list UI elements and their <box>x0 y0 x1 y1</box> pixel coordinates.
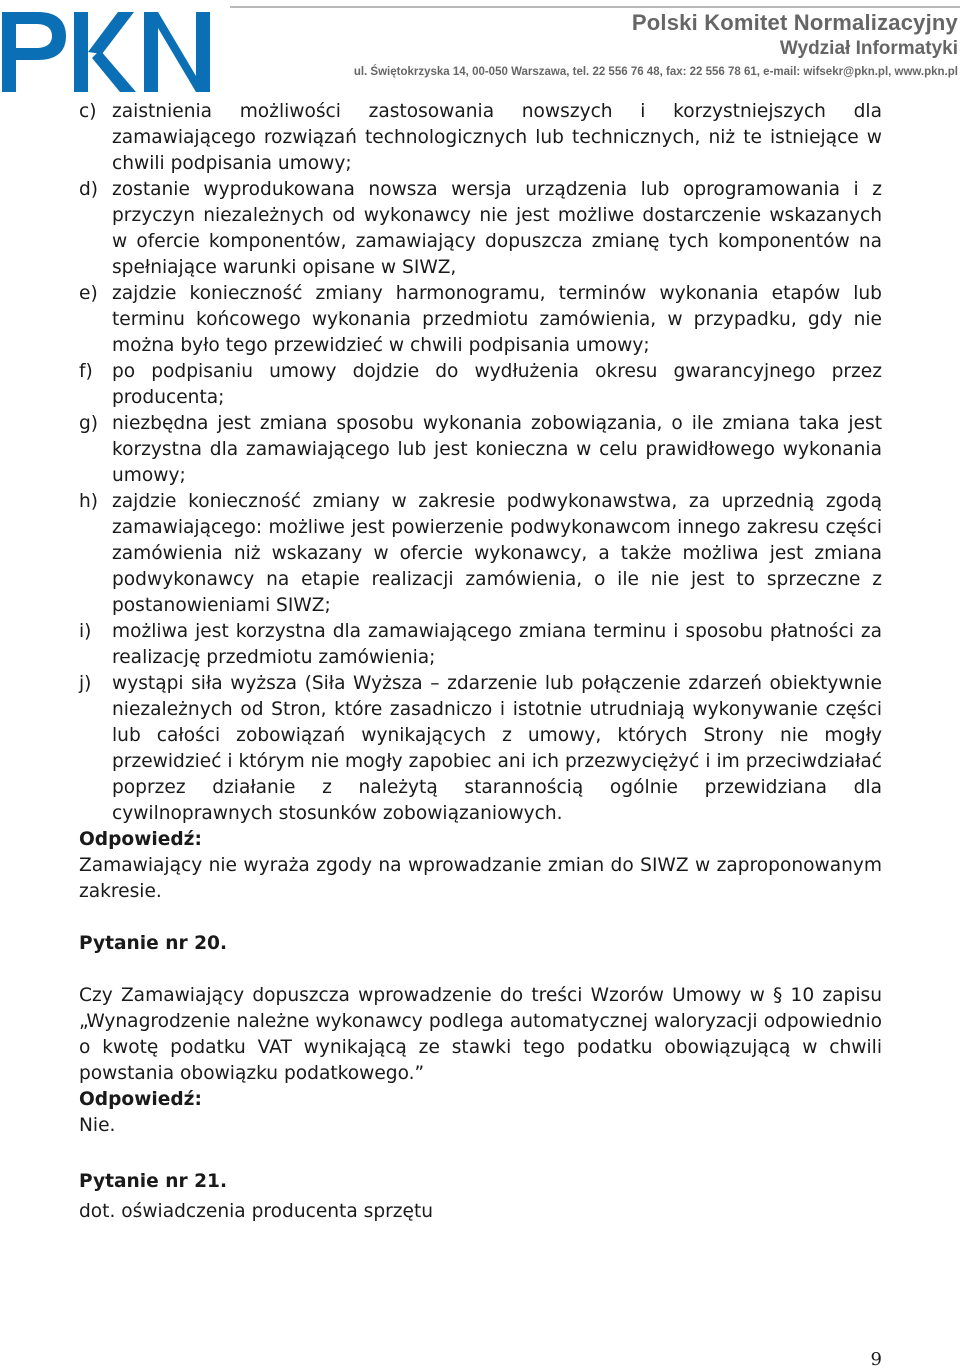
list-item <box>79 281 882 359</box>
question-heading: Pytanie nr 21. <box>79 1171 228 1192</box>
list-item <box>79 619 882 671</box>
list-item-text: możliwa jest korzystna dla zamawiającego zmiana terminu i sposobu płatności za realizację przedmiotu zamówienia; <box>112 621 882 668</box>
list-item-label: i) <box>79 621 92 642</box>
list-item-label: e) <box>79 283 98 304</box>
list-item-text: zajdzie konieczność zmiany w zakresie podwykonawstwa, za uprzednią zgodą zamawiającego: możliwe jest powierzenie podwykonawcom innego zakresu części zamówienia niż wskazany w ofercie wykonawcy, a także możliwa jest zmiana podwykonawcy na etapie realizacji zamówienia, o ile nie jest to sprzeczne z postanowieniami SIWZ; <box>112 491 882 616</box>
list-item-label: d) <box>79 179 99 200</box>
list-item-text: wystąpi siła wyższa (Siła Wyższa – zdarzenie lub połączenie zdarzeń obiektywnie niezależnych od Stron, które zasadniczo i istotnie utrudniają wykonywanie części lub całości zobowiązań wynikających z umowy, których Strony nie mogły przewidzieć i którym nie mogły zapobiec ani ich przezwyciężyć i im przeciwdziałać poprzez działanie z należytą starannością ogólnie przewidziana dla cywilnoprawnych stosunków zobowiązaniowych. <box>112 673 882 824</box>
list-item-text: zajdzie konieczność zmiany harmonogramu, terminów wykonania etapów lub terminu końcowego wykonania przedmiotu zamówienia, w przypadku, gdy nie można było tego przewidzieć w chwili podpisania umowy; <box>112 283 882 356</box>
question-text: dot. oświadczenia producenta sprzętu <box>79 1201 434 1222</box>
svg-text:PKN: PKN <box>0 0 3 1</box>
list-item-text: niezbędna jest zmiana sposobu wykonania zobowiązania, o ile zmiana taka jest korzystna dla zamawiającego lub jest konieczna w celu prawidłowego wykonania umowy; <box>112 413 882 486</box>
answer-heading: Odpowiedź: <box>79 829 202 850</box>
page-header <box>0 0 960 92</box>
list-item-label: h) <box>79 491 99 512</box>
organization-name: Polski Komitet Normalizacyjny <box>631 10 958 35</box>
list-item <box>79 99 882 177</box>
list-item-label: g) <box>79 413 99 434</box>
department-name: Wydział Informatyki <box>779 38 958 59</box>
contact-address: ul. Świętokrzyska 14, 00-050 Warszawa, tel. 22 556 76 48, fax: 22 556 78 61, e-mail: wifsekr@pkn.pl, www.pkn.pl <box>353 66 958 78</box>
header-divider <box>230 6 960 8</box>
list-item <box>79 177 882 281</box>
answer-text: Nie. <box>79 1115 116 1136</box>
question-text: Czy Zamawiający dopuszcza wprowadzenie do treści Wzorów Umowy w § 10 zapisu „Wynagrodzenie należne wykonawcy podlega automatycznej waloryzacji odpowiednio o kwotę podatku VAT wynikającą ze stawki tego podatku obowiązującą w chwili powstania obowiązku podatkowego.” <box>79 985 882 1084</box>
list-item-text: po podpisaniu umowy dojdzie do wydłużenia okresu gwarancyjnego przez producenta; <box>112 361 882 408</box>
answer-heading: Odpowiedź: <box>79 1089 202 1110</box>
question-heading: Pytanie nr 20. <box>79 933 228 954</box>
list-item-label: f) <box>79 361 93 382</box>
list-item <box>79 489 882 619</box>
list-item <box>79 359 882 411</box>
page-number: 9 <box>870 1349 882 1370</box>
answer-text: Zamawiający nie wyraża zgody na wprowadzanie zmian do SIWZ w zaproponowanym zakresie. <box>79 855 882 902</box>
list-item-text: zostanie wyprodukowana nowsza wersja urządzenia lub oprogramowania i z przyczyn niezależnych od wykonawcy nie jest możliwe dostarczenie wskazanych w ofercie komponentów, zamawiający dopuszcza zmianę tych komponentów na spełniające warunki opisane w SIWZ, <box>112 179 882 278</box>
list-item-text: zaistnienia możliwości zastosowania nowszych i korzystniejszych dla zamawiającego rozwiązań technologicznych lub technicznych, niż te istniejące w chwili podpisania umowy; <box>112 101 882 174</box>
list-item-label: c) <box>79 101 97 122</box>
list-item <box>79 411 882 489</box>
list-item-label: j) <box>79 673 92 694</box>
pkn-logo <box>0 0 215 92</box>
document-body <box>79 99 882 1225</box>
list-item <box>79 671 882 827</box>
